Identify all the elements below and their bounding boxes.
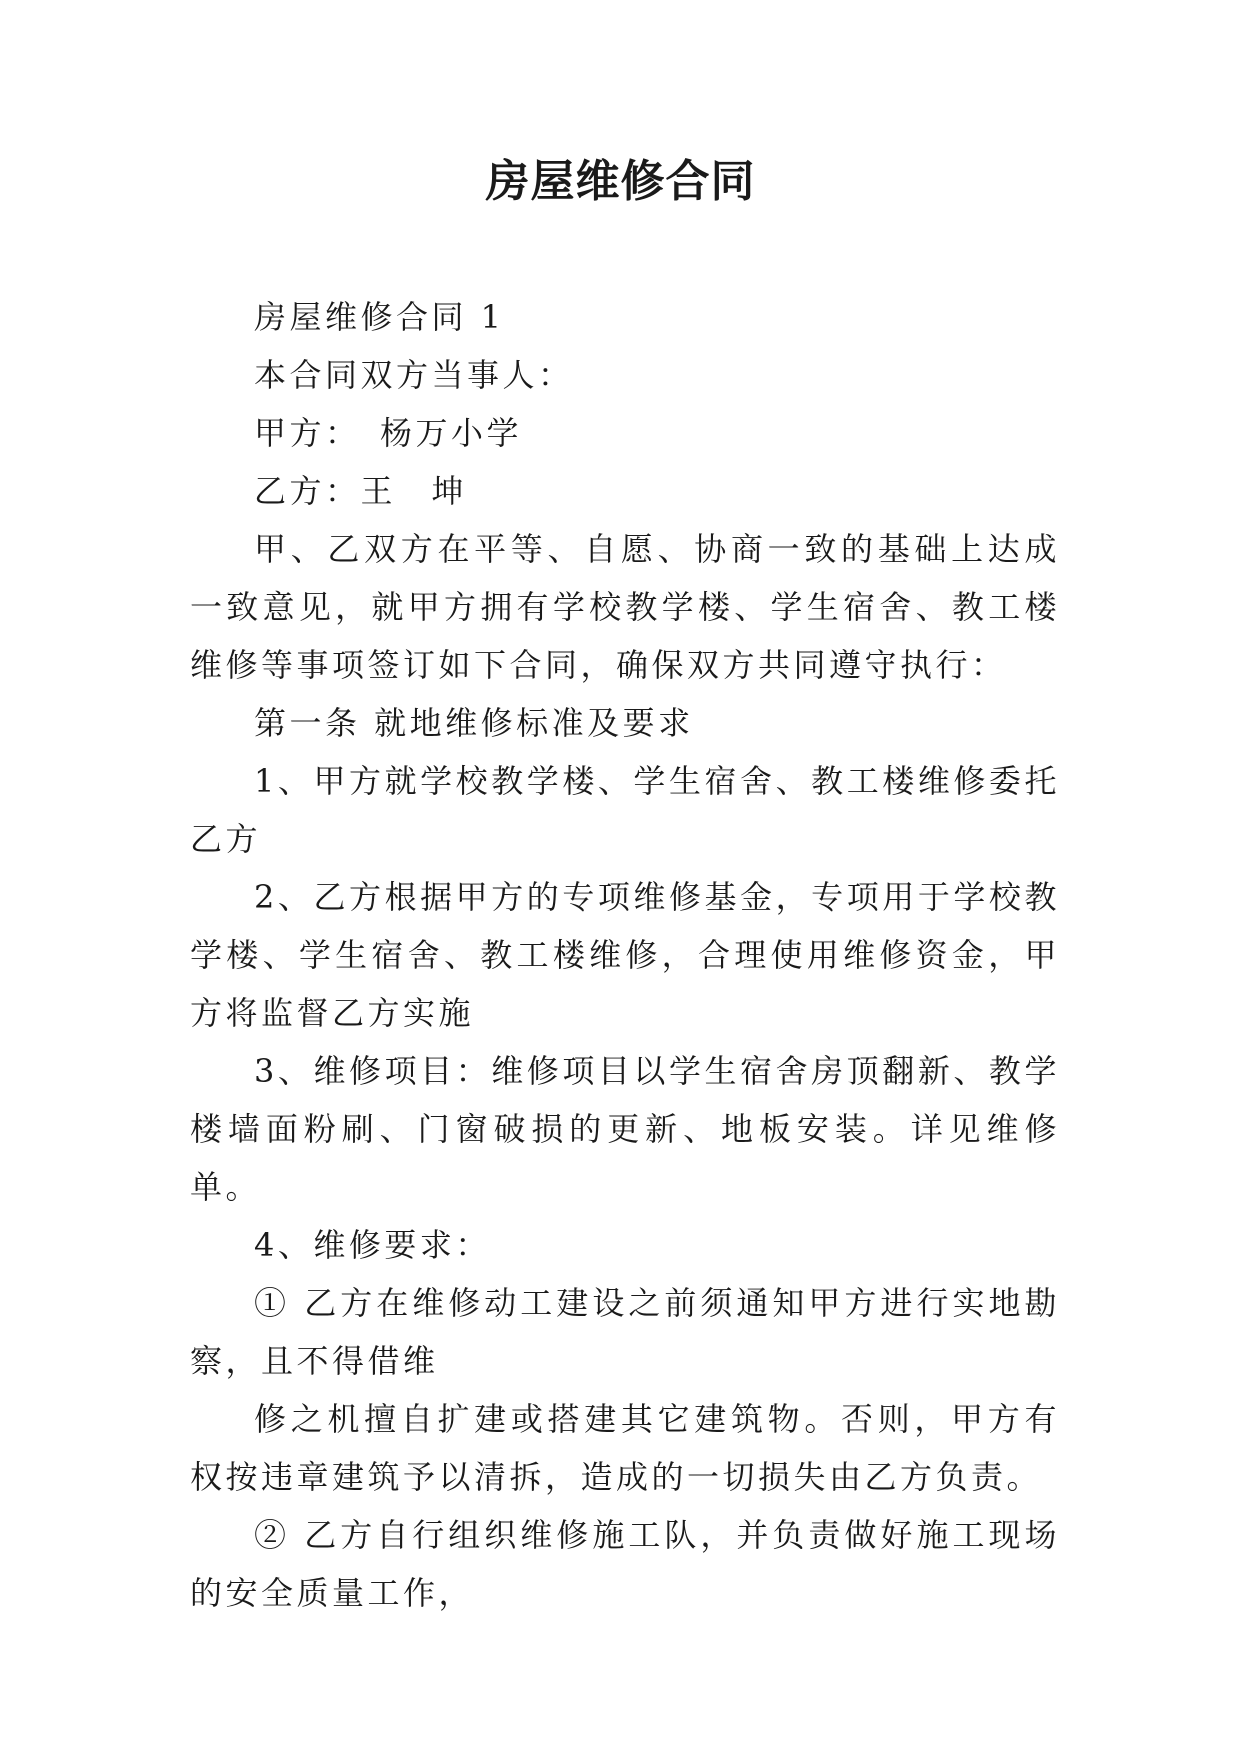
- preamble-paragraph: 甲、乙双方在平等、自愿、协商一致的基础上达成一致意见，就甲方拥有学校教学楼、学生宿舍、教工楼维修等事项签订如下合同，确保双方共同遵守执行：: [190, 530, 1060, 684]
- clause-3: 3、维修项目：维修项目以学生宿舍房顶翻新、教学楼墙面粉刷、门窗破损的更新、地板安装。详见维修单。: [190, 1052, 1060, 1206]
- document-title: 房屋维修合同: [485, 156, 756, 207]
- requirement-1-part-1: ① 乙方在维修动工建设之前须通知甲方进行实地勘察，且不得借维: [190, 1284, 1060, 1380]
- document-body: [190, 288, 1060, 1622]
- requirement-1-part-2: 修之机擅自扩建或搭建其它建筑物。否则，甲方有权按违章建筑予以清拆，造成的一切损失由乙方负责。: [190, 1400, 1060, 1496]
- party-a-line: 甲方： 杨万小学: [254, 414, 523, 452]
- clause-2: 2、乙方根据甲方的专项维修基金，专项用于学校教学楼、学生宿舍、教工楼维修，合理使用维修资金，甲方将监督乙方实施: [190, 878, 1060, 1032]
- article-one-heading: 第一条 就地维修标准及要求: [254, 704, 694, 742]
- parties-heading: 本合同双方当事人：: [254, 356, 574, 394]
- contract-number-line: 房屋维修合同 1: [254, 298, 505, 336]
- clause-1: 1、甲方就学校教学楼、学生宿舍、教工楼维修委托乙方: [190, 762, 1060, 858]
- party-b-line: 乙方：王 坤: [254, 472, 468, 510]
- requirement-2: ② 乙方自行组织维修施工队，并负责做好施工现场的安全质量工作，: [190, 1516, 1060, 1612]
- clause-4-heading: 4、维修要求：: [254, 1226, 491, 1264]
